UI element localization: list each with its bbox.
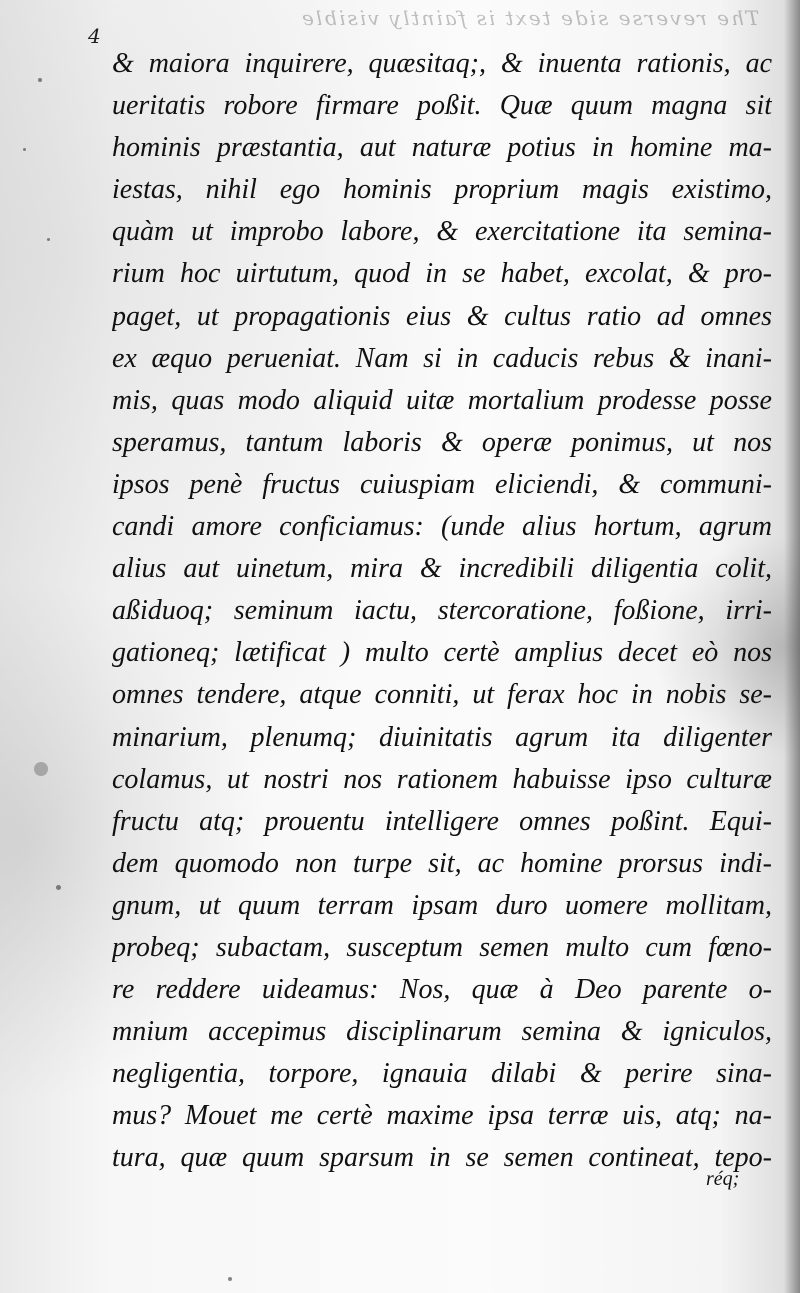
text-line: hominis præstantia, aut naturæ potius in homine ma- xyxy=(112,132,772,164)
text-line: quàm ut improbo labore, & exercitatione ita semina- xyxy=(112,216,772,248)
text-line: probeq; subactam, susceptum semen multo cum fœno- xyxy=(112,931,772,963)
text-line: gnum, ut quum terram ipsam duro uomere mollitam, xyxy=(112,889,772,921)
text-line: mis, quas modo aliquid uitæ mortalium prodesse posse xyxy=(112,384,772,416)
text-line: colamus, ut nostri nos rationem habuisse ipso culturæ xyxy=(112,763,772,795)
text-line: gationeq; lætificat ) multo certè amplius decet eò nos xyxy=(112,637,772,669)
text-line: candi amore conficiamus: (unde alius hortum, agrum xyxy=(112,511,772,543)
text-line: ex æquo perueniat. Nam si in caducis rebus & inani- xyxy=(112,342,772,374)
text-line: speramus, tantum laboris & operæ ponimus, ut nos xyxy=(112,426,772,458)
text-line: fructu atq; prouentu intelligere omnes poßint. Equi- xyxy=(112,805,772,837)
ink-speck xyxy=(34,762,48,776)
text-line: mnium accepimus disciplinarum semina & igniculos, xyxy=(112,1016,772,1048)
ink-speck xyxy=(47,238,50,241)
text-line: re reddere uideamus: Nos, quæ à Deo parente o- xyxy=(112,974,772,1006)
main-text-block xyxy=(112,43,772,1180)
text-line: paget, ut propagationis eius & cultus ratio ad omnes xyxy=(112,300,772,332)
text-line: iestas, nihil ego hominis proprium magis existimo, xyxy=(112,174,772,206)
text-line: & maiora inquirere, quæsitaq;, & inuenta rationis, ac xyxy=(112,48,772,79)
text-line: alius aut uinetum, mira & incredibili diligentia colit, xyxy=(112,553,772,585)
text-line: omnes tendere, atque conniti, ut ferax hoc in nobis se- xyxy=(112,679,772,711)
page-edge-shadow xyxy=(784,0,800,1293)
ink-speck xyxy=(56,885,61,890)
bleed-text: The reverse side text is faintly visible xyxy=(300,6,760,30)
ink-speck xyxy=(228,1277,232,1281)
text-line: ueritatis robore firmare poßit. Quæ quum magna sit xyxy=(112,90,772,122)
catchword: réq; xyxy=(706,1168,740,1190)
text-line: dem quomodo non turpe sit, ac homine prorsus indi- xyxy=(112,847,772,879)
page-number: 4 xyxy=(88,24,101,48)
text-line: rium hoc uirtutum, quod in se habet, excolat, & pro- xyxy=(112,258,772,290)
text-line: minarium, plenumq; diuinitatis agrum ita diligenter xyxy=(112,721,772,753)
show-through-text xyxy=(300,6,759,30)
text-line: negligentia, torpore, ignauia dilabi & perire sina- xyxy=(112,1058,772,1090)
text-line: tura, quæ quum sparsum in se semen contineat, tepo- xyxy=(112,1142,772,1174)
text-line: mus? Mouet me certè maxime ipsa terræ uis, atq; na- xyxy=(112,1100,772,1132)
text-line: ipsos penè fructus cuiuspiam eliciendi, & communi- xyxy=(112,468,772,500)
ink-speck xyxy=(38,78,42,82)
ink-speck xyxy=(23,148,26,151)
text-line: aßiduoq; seminum iactu, stercoratione, foßione, irri- xyxy=(112,595,772,627)
